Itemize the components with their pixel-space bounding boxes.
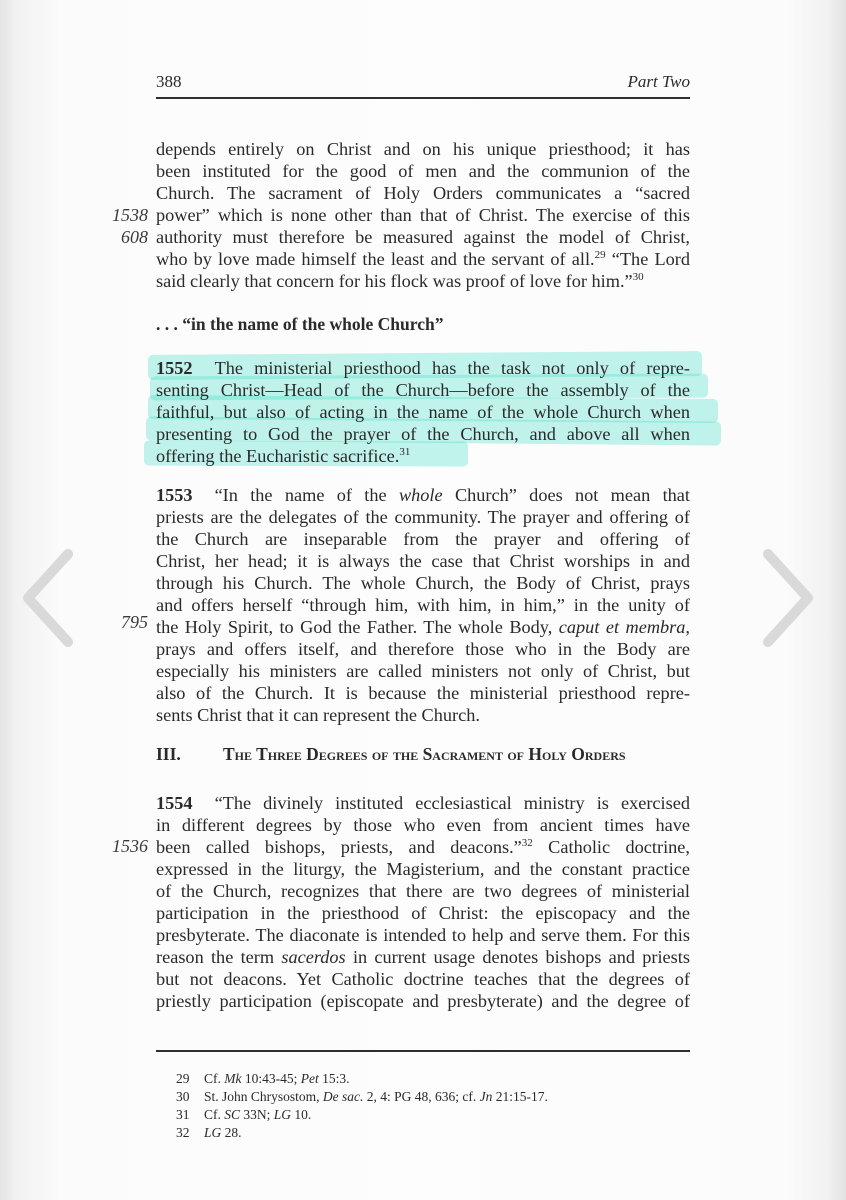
text-line: especially his ministers are called ministers not only of Christ, but [156,661,690,681]
footnote-ref-30[interactable]: 30 [632,271,644,283]
part-title: Part Two [627,72,690,91]
footnote-ref-32[interactable]: 32 [521,837,533,849]
text-line: been instituted for the good of men and the communion of the [156,161,690,181]
text-line: through his Church. The whole Church, the Body of Christ, prays [156,573,690,593]
text-line: sents Christ that it can represent the Church. [156,705,480,725]
paragraph-number: 1554 [156,793,193,813]
text-line: 1553 “In the name of the whole Church” does not mean that [156,485,690,505]
text-line: 1552 The ministerial priesthood has the task not only of repre- [156,358,690,378]
text-line: priestly participation (episcopate and presbyterate) and the degree of [156,991,690,1011]
footnote-ref-31[interactable]: 31 [399,446,411,458]
text-line: power” which is none other than that of Christ. The exercise of this [156,205,690,225]
text-line: the Church are inseparable from the prayer and offering of [156,529,690,549]
margin-ref-1536[interactable]: 1536 [112,836,148,856]
section-title: The Three Degrees of the Sacrament of Holy Orders [223,744,626,764]
text-line: who by love made himself the least and the servant of all.$^{29}$ “The Lord [156,249,690,269]
chevron-left-icon [18,546,78,650]
chevron-right-icon [758,546,818,650]
footnote-32: 32 LG 28. [176,1125,242,1140]
page-number: 388 [156,72,182,91]
text-line: but not deacons. Yet Catholic doctrine teaches that the degrees of [156,969,690,989]
text-line: presbyterate. The diaconate is intended to help and serve them. For this [156,925,690,945]
margin-ref-608[interactable]: 608 [121,227,148,247]
text-line: depends entirely on Christ and on his unique priesthood; it has [156,139,690,159]
footnote-rule [156,1050,690,1052]
text-line: participation in the priesthood of Christ: the episcopacy and the [156,903,690,923]
text-line: said clearly that concern for his flock was proof of love for him.”$^{30}$ [156,271,644,291]
text-line: expressed in the liturgy, the Magisterium, and the constant practice [156,859,690,879]
text-line: the Holy Spirit, to God the Father. The whole Body, caput et membra, [156,617,690,637]
text-line: 1554 “The divinely instituted ecclesiastical ministry is exercised [156,793,690,813]
text-line: reason the term sacerdos in current usage denotes bishops and priests [156,947,690,967]
continued-paragraph [156,138,690,292]
footnote-31: 31 Cf. SC 33N; LG 10. [176,1107,312,1122]
section-heading [156,744,690,768]
text-line: Christ, her head; it is always the case that Christ worships in and [156,551,690,571]
footnote-29: 29 Cf. Mk 10:43-45; Pet 15:3. [176,1071,350,1086]
text-line: presenting to God the prayer of the Church, and above all when [156,424,690,444]
text-line: also of the Church. It is because the ministerial priesthood repre- [156,683,690,703]
text-line: Church. The sacrament of Holy Orders communicates a “sacred [156,183,690,203]
next-page-button[interactable] [758,546,818,650]
text-line: authority must therefore be measured against the model of Christ, [156,227,690,247]
footnote-ref-29[interactable]: 29 [594,249,606,261]
paragraph-number: 1552 [156,358,193,378]
paragraph-number: 1553 [156,485,193,505]
text-line: offering the Eucharistic sacrifice.$^{31}$ [156,446,411,466]
previous-page-button[interactable] [18,546,78,650]
text-line: of the Church, recognizes that there are two degrees of ministerial [156,881,690,901]
subheading: . . . “in the name of the whole Church” [156,314,444,334]
paragraph-1554 [156,792,690,1012]
text-line: senting Christ—Head of the Church—before the assembly of the [156,380,690,400]
text-line: in different degrees by those who even from ancient times have [156,815,690,835]
margin-ref-1538[interactable]: 1538 [112,205,148,225]
section-number: III. [156,744,181,764]
text-line: faithful, but also of acting in the name of the whole Church when [156,402,690,422]
text-line: been called bishops, priests, and deacons.”$^{32}$ Catholic doctrine, [156,837,690,857]
margin-ref-795[interactable]: 795 [121,612,148,632]
text-line: and offers herself “through him, with him, in him,” in the unity of [156,595,690,615]
paragraph-1553 [156,484,690,726]
header-rule [156,97,690,99]
paragraph-1552 [156,357,690,467]
running-head [156,72,690,96]
footnote-30: 30 St. John Chrysostom, De sac. 2, 4: PG 48, 636; cf. Jn 21:15-17. [176,1089,548,1104]
text-line: prays and offers itself, and therefore those who in the Body are [156,639,690,659]
text-line: priests are the delegates of the community. The prayer and offering of [156,507,690,527]
